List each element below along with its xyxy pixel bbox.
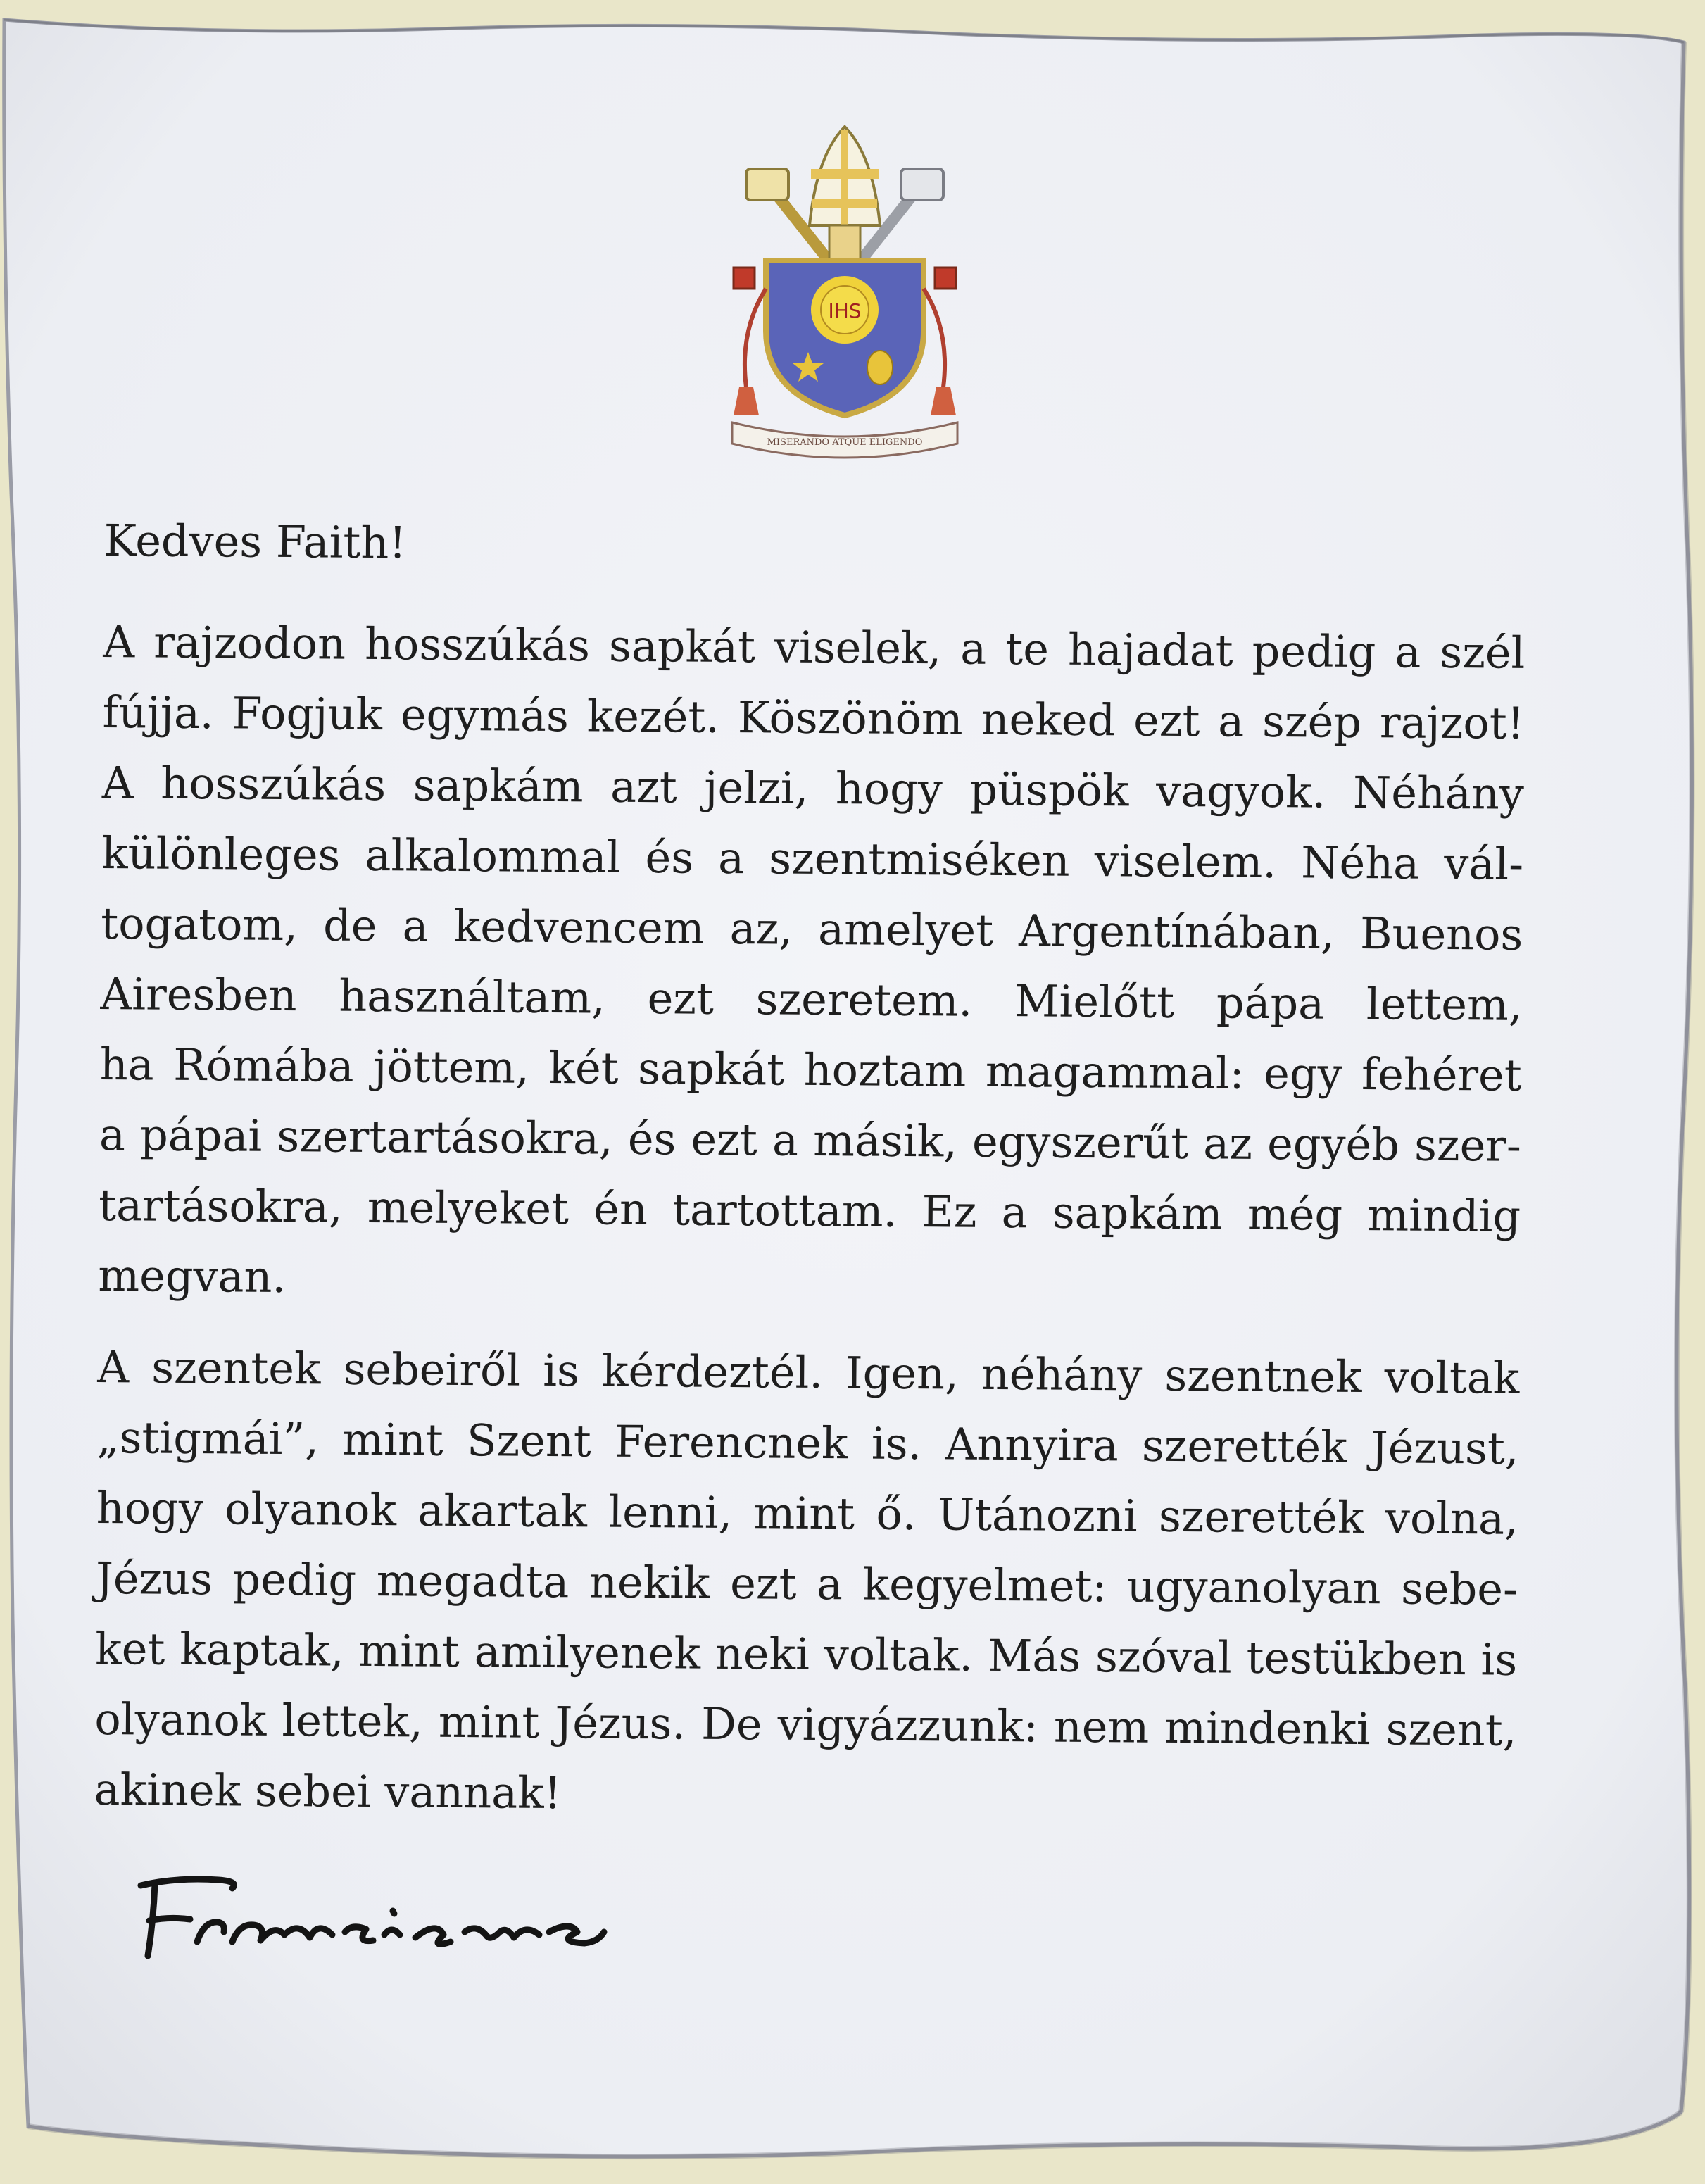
paragraph-line: a pápai szertartásokra, és ezt a másik, egyszerűt az egyéb szer- xyxy=(99,1108,1522,1172)
paragraph-line: különleges alkalommal és a szentmiséken viselem. Néha vál- xyxy=(101,827,1524,890)
paragraph-line: akinek sebei vannak! xyxy=(94,1763,562,1819)
papal-coat-of-arms xyxy=(718,120,971,465)
paragraph-line: A rajzodon hosszúkás sapkát viselek, a te hajadat pedig a szél xyxy=(103,615,1525,679)
paragraph-line: ha Rómába jöttem, két sapkát hoztam magammal: egy fehéret xyxy=(99,1038,1522,1101)
nard-flower-emblem-icon xyxy=(867,351,893,384)
paragraph-line: „stigmái”, mint Szent Ferencnek is. Annyira szerették Jézust, xyxy=(96,1411,1519,1474)
paragraph-line: A szentek sebeiről is kérdeztél. Igen, néhány szentnek voltak xyxy=(97,1341,1520,1404)
letter-body xyxy=(94,506,1526,1836)
paragraph-line: A hosszúkás sapkám azt jelzi, hogy püspök vagyok. Néhány xyxy=(101,756,1525,820)
paragraph-line: togatom, de a kedvencem az, amelyet Argentínában, Buenos xyxy=(101,897,1523,960)
paragraph-line: Airesben használtam, ezt szeretem. Mielőtt pápa lettem, xyxy=(100,967,1523,1031)
paragraph-line: megvan. xyxy=(98,1249,287,1303)
crest-motto: MISERANDO ATQUE ELIGENDO xyxy=(767,437,923,448)
paragraph-1 xyxy=(98,607,1525,1322)
paragraph-line: olyanok lettek, mint Jézus. De vigyázzunk: nem mindenki szent, xyxy=(94,1693,1517,1756)
paragraph-line: hogy olyanok akartak lenni, mint ő. Utánozni szerették volna, xyxy=(96,1481,1519,1545)
signature xyxy=(134,1864,612,1970)
paragraph-2 xyxy=(94,1332,1519,1836)
paragraph-line: tartásokra, melyeket én tartottam. Ez a sapkám még mindig xyxy=(98,1179,1521,1242)
paragraph-line: Jézus pedig megadta nekik ezt a kegyelmet: ugyanolyan sebe- xyxy=(95,1552,1518,1615)
sun-emblem-icon xyxy=(811,276,879,344)
salutation: Kedves Faith! xyxy=(103,514,407,569)
paragraph-line: fújja. Fogjuk egymás kezét. Köszönöm neked ezt a szép rajzot! xyxy=(102,686,1525,749)
motto-ribbon xyxy=(732,422,957,458)
shield-icon xyxy=(766,261,924,415)
crest-monogram: IHS xyxy=(828,299,862,322)
paragraph-line: ket kaptak, mint amilyenek neki voltak. Más szóval testükben is xyxy=(94,1622,1518,1686)
